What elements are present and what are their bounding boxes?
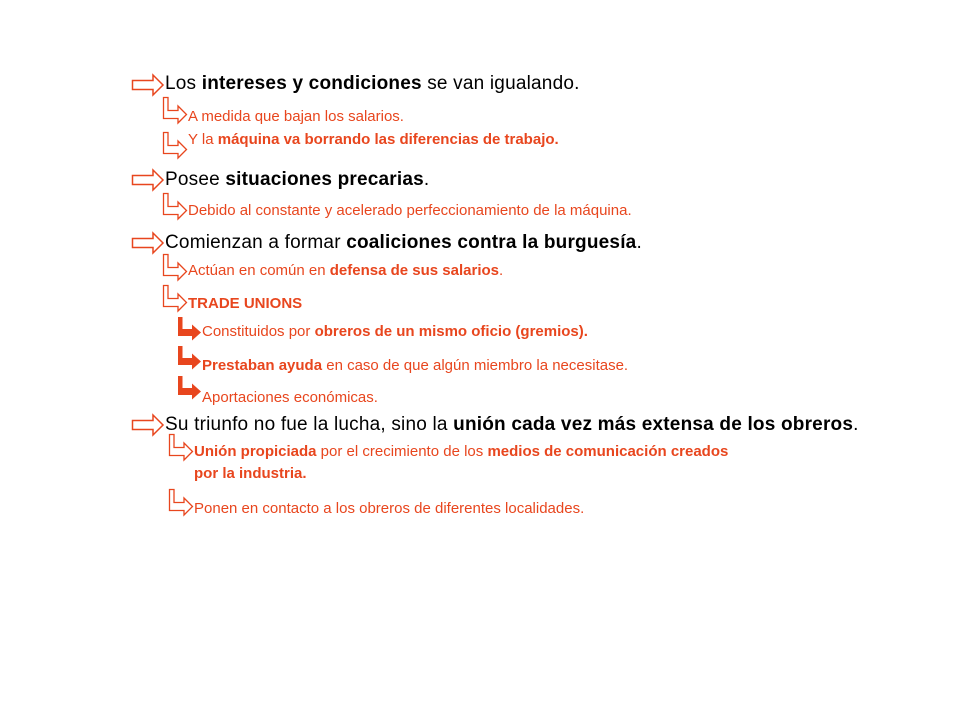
hollow-elbow-arrow-icon	[162, 284, 188, 312]
text-run: en caso de que algún miembro la necesitase.	[322, 357, 629, 374]
point-1-sub-1	[188, 108, 404, 125]
hollow-elbow-arrow-icon	[168, 433, 194, 461]
solid-elbow-arrow-icon	[177, 316, 203, 342]
hollow-right-arrow-icon	[131, 413, 165, 437]
text-run-bold: medios de comunicación creados	[487, 443, 729, 460]
text-run: Comienzan a formar	[165, 232, 347, 253]
text-run-bold: defensa de sus salarios	[329, 262, 500, 279]
trade-unions-sub-2	[202, 357, 628, 374]
solid-elbow-arrow-icon	[177, 375, 203, 401]
text-run: Ponen en contacto a los obreros de diferentes localidades.	[194, 500, 585, 517]
text-run: .	[853, 414, 859, 435]
text-run: Su triunfo no fue la lucha, sino la	[165, 414, 454, 435]
point-4-sub-1	[194, 443, 728, 460]
text-run: .	[499, 262, 504, 279]
text-run-bold: Prestaban ayuda	[202, 357, 323, 374]
trade-unions-sub-3	[202, 389, 378, 406]
text-run-bold: obreros de un mismo oficio (gremios).	[314, 323, 588, 340]
text-run: .	[636, 232, 642, 253]
text-run-bold: coaliciones contra la burguesía	[346, 232, 637, 253]
point-2-text	[165, 169, 429, 191]
point-4-text	[165, 414, 859, 436]
hollow-elbow-arrow-icon	[162, 253, 188, 281]
point-3-text	[165, 232, 642, 254]
text-run-bold: Unión propiciada	[194, 443, 317, 460]
hollow-elbow-arrow-icon	[162, 131, 188, 159]
text-run: Actúan en común en	[188, 262, 330, 279]
text-run: Debido al constante y acelerado perfeccionamiento de la máquina.	[188, 202, 632, 219]
hollow-right-arrow-icon	[131, 73, 165, 97]
text-run-bold: intereses y condiciones	[201, 73, 422, 94]
point-3-sub-1	[188, 262, 503, 279]
point-2-sub-1	[188, 202, 632, 219]
hollow-elbow-arrow-icon	[162, 96, 188, 124]
text-run: se van igualando.	[421, 73, 580, 94]
text-run: Posee	[165, 169, 226, 190]
text-run: Aportaciones económicas.	[202, 389, 378, 406]
trade-unions-sub-1	[202, 323, 588, 340]
point-1-sub-2	[188, 131, 559, 148]
text-run: por el crecimiento de los	[316, 443, 488, 460]
hollow-right-arrow-icon	[131, 168, 165, 192]
text-run: Los	[165, 73, 202, 94]
point-1-text	[165, 73, 580, 95]
text-run: A medida que bajan los salarios.	[188, 108, 404, 125]
text-run: Y la	[188, 131, 218, 148]
text-run: Constituidos por	[202, 323, 315, 340]
solid-elbow-arrow-icon	[177, 345, 203, 371]
point-4-sub-1-cont	[194, 465, 307, 482]
hollow-elbow-arrow-icon	[168, 488, 194, 516]
hollow-right-arrow-icon	[131, 231, 165, 255]
text-run-bold: unión cada vez más extensa de los obreros	[453, 414, 854, 435]
trade-unions-heading	[188, 295, 302, 312]
text-run-bold: máquina va borrando las diferencias de trabajo.	[217, 131, 559, 148]
text-run-bold: TRADE UNIONS	[188, 295, 303, 312]
text-run-bold: por la industria.	[194, 465, 307, 482]
hollow-elbow-arrow-icon	[162, 192, 188, 220]
point-4-sub-2	[194, 500, 584, 517]
text-run: .	[423, 169, 430, 190]
text-run-bold: situaciones precarias	[225, 169, 424, 190]
